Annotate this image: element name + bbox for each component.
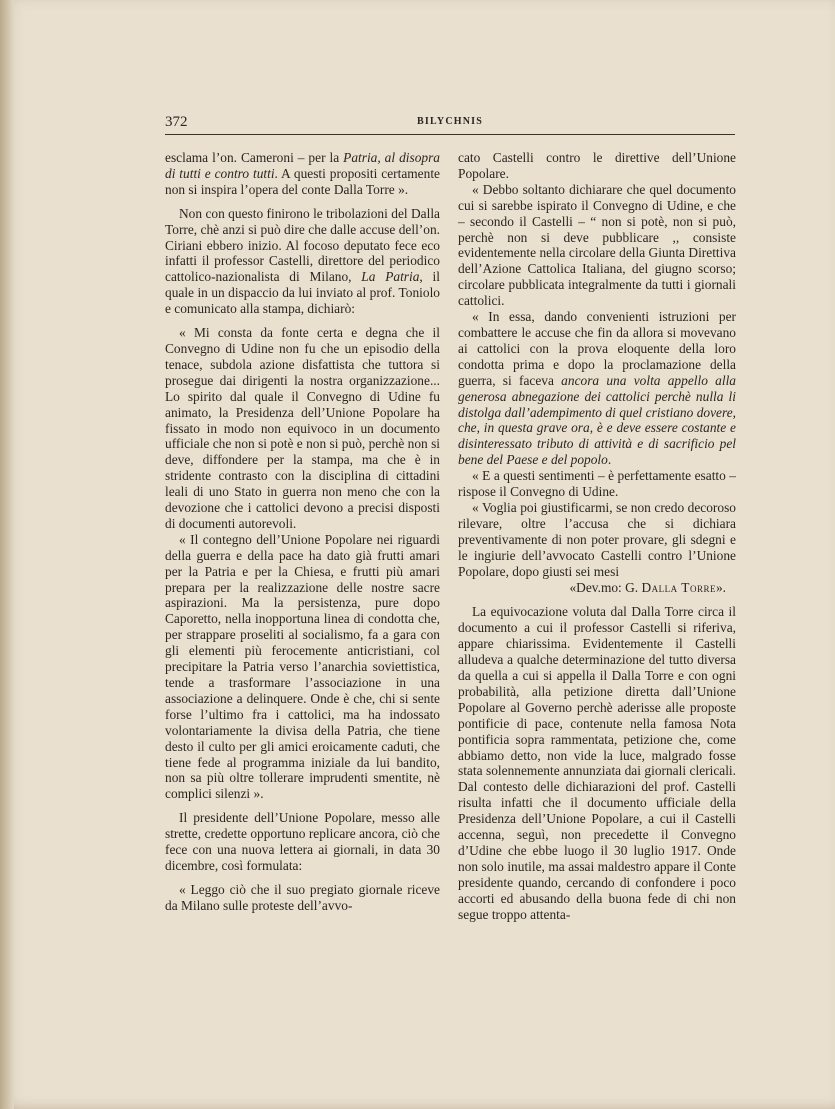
paragraph: « Debbo soltanto dichiarare che quel documento cui si sarebbe ispirato il Convegno di Udine, e che – secondo il Castelli – “ non si potè, non si può, perchè non si deve pubblicare ,, consiste evidentemente nella circolare della Giunta Direttiva dell’Azione Cattolica Italiana, del giugno scorso; circolare pubblicata integralmente da tutti i giornali cattolici. <box>458 181 736 309</box>
left-column <box>165 150 440 914</box>
signature: «Dev.mo: G. Dalla Torre». <box>569 580 726 596</box>
paragraph: Il presidente dell’Unione Popolare, messo alle strette, credette opportuno replicare ancora, ciò che fece con una nuova lettera ai giornali, in data 30 dicembre, così formulata: <box>165 810 440 873</box>
paragraph: « E a questi sentimenti – è perfettamente esatto – rispose il Convegno di Udine. <box>458 468 736 500</box>
journal-title: BILYCHNIS <box>416 116 483 127</box>
paragraph: « Il contegno dell’Unione Popolare nei riguardi della guerra e della pace ha dato già frutti amari per la Patria e per la Chiesa, e frutti più amari prepara per la realizzazione delle nostre sacre aspirazioni. Ma la persistenza, pure dopo Caporetto, nella inopportuna linea di condotta che, per strappare proseliti al socialismo, fa a gara con gli elementi più ferocemente anticristiani, col precipitare la Patria verso l’anarchia soviettistica, tende a trasformare l’associazione in una associazione a delinquere. Onde è che, chi si sente forse l’ultimo fra i cattolici, ma ha indossato volontariamente la divisa della Patria, che tiene desto il culto per gli amici eroicamente caduti, che tiene fede al programma iniziale da lui bandito, non sa più oltre tollerare imprudenti smentite, nè complici silenzi ». <box>165 531 440 802</box>
paragraph: Non con questo finirono le tribolazioni del Dalla Torre, chè anzi si può dire che dalle accuse dell’on. Ciriani ebbero inizio. Al focoso deputato fece eco infatti il professor Castelli, direttore del periodico cattolico-nazionalista di Milano, La Patria, il quale in un dispaccio da lui inviato al prof. Toniolo e comunicato alla stampa, dichiarò: <box>165 205 440 317</box>
paragraph: cato Castelli contro le direttive dell’Unione Popolare. <box>458 150 736 181</box>
paragraph: La equivocazione voluta dal Dalla Torre circa il documento a cui il professor Castelli si riferiva, appare chiarissima. Evidentemente il Castelli alludeva a qualche determinazione del tutto diversa da quella a cui si appella il Dalla Torre e con ogni probabilità, alla petizione diretta dall’Unione Popolare al Governo perchè aderisse alle proposte pontificie di pace, contenute nella famosa Nota pontificia sopra rammentata, petizione che, come abbiamo detto, non vide la luce, malgrado fosse stata solennemente annunziata dai giornali clericali. Dal contesto delle dichiarazioni del prof. Castelli risulta infatti che il documento ufficiale della Presidenza dell’Unione Popolare, a cui il Castelli accenna, seguì, non precedette il Convegno d’Udine che ebbe luogo il 30 luglio 1917. Onde non solo inutile, ma assai maldestro appare il Conte presidente quando, cercando di confondere i poco accorti ed abusando della buona fede di chi non segue troppo attenta- <box>458 604 736 922</box>
paragraph: « Voglia poi giustificarmi, se non credo decoroso rilevare, oltre l’accusa che si dichiara preventivamente di non poter provare, gli sdegni e le ingiurie dell’avvocato Castelli contro l’Unione Popolare, dopo giusti sei mesi <box>458 499 736 579</box>
page-number: 372 <box>165 114 188 130</box>
paragraph: esclama l’on. Cameroni – per la Patria, al disopra di tutti e contro tutti. A questi propositi certamente non si inspira l’opera del conte Dalla Torre ». <box>165 150 440 197</box>
running-header <box>165 114 735 135</box>
paragraph: « Leggo ciò che il suo pregiato giornale riceve da Milano sulle proteste dell’avvo- <box>165 881 440 913</box>
paragraph: « Mi consta da fonte certa e degna che il Convegno di Udine non fu che un episodio della tenace, subdola azione disfattista che tuttora si prosegue dai dirigenti la nostra organizzazione... Lo spirito dal quale il Convegno di Udine fu animato, la Presidenza dell’Unione Popolare ha fissato in modo non equivoco in un documento ufficiale che non si potè e non si può, perchè non si deve, diffondere per la stampa, ma che è in stridente contrasto con la disciplina di cittadini leali di uno Stato in guerra non meno che con la devozione che i cattolici devono a precisi disposti di documenti autorevoli. <box>165 325 440 531</box>
right-column <box>458 150 736 923</box>
binding-edge <box>0 0 14 1109</box>
paragraph: « In essa, dando convenienti istruzioni per combattere le accuse che fin da allora si movevano ai cattolici con la prova eloquente della loro condotta prima e dopo la proclamazione della guerra, si faceva ancora una volta appello alla generosa abnegazione dei cattolici perchè nulla li distolga dall’adempimento di quel cristiano dovere, che, in questa grave ora, è e deve essere costante e disinteressato tributo di attività e di sacrificio pel bene del Paese e del popolo. <box>458 309 736 468</box>
